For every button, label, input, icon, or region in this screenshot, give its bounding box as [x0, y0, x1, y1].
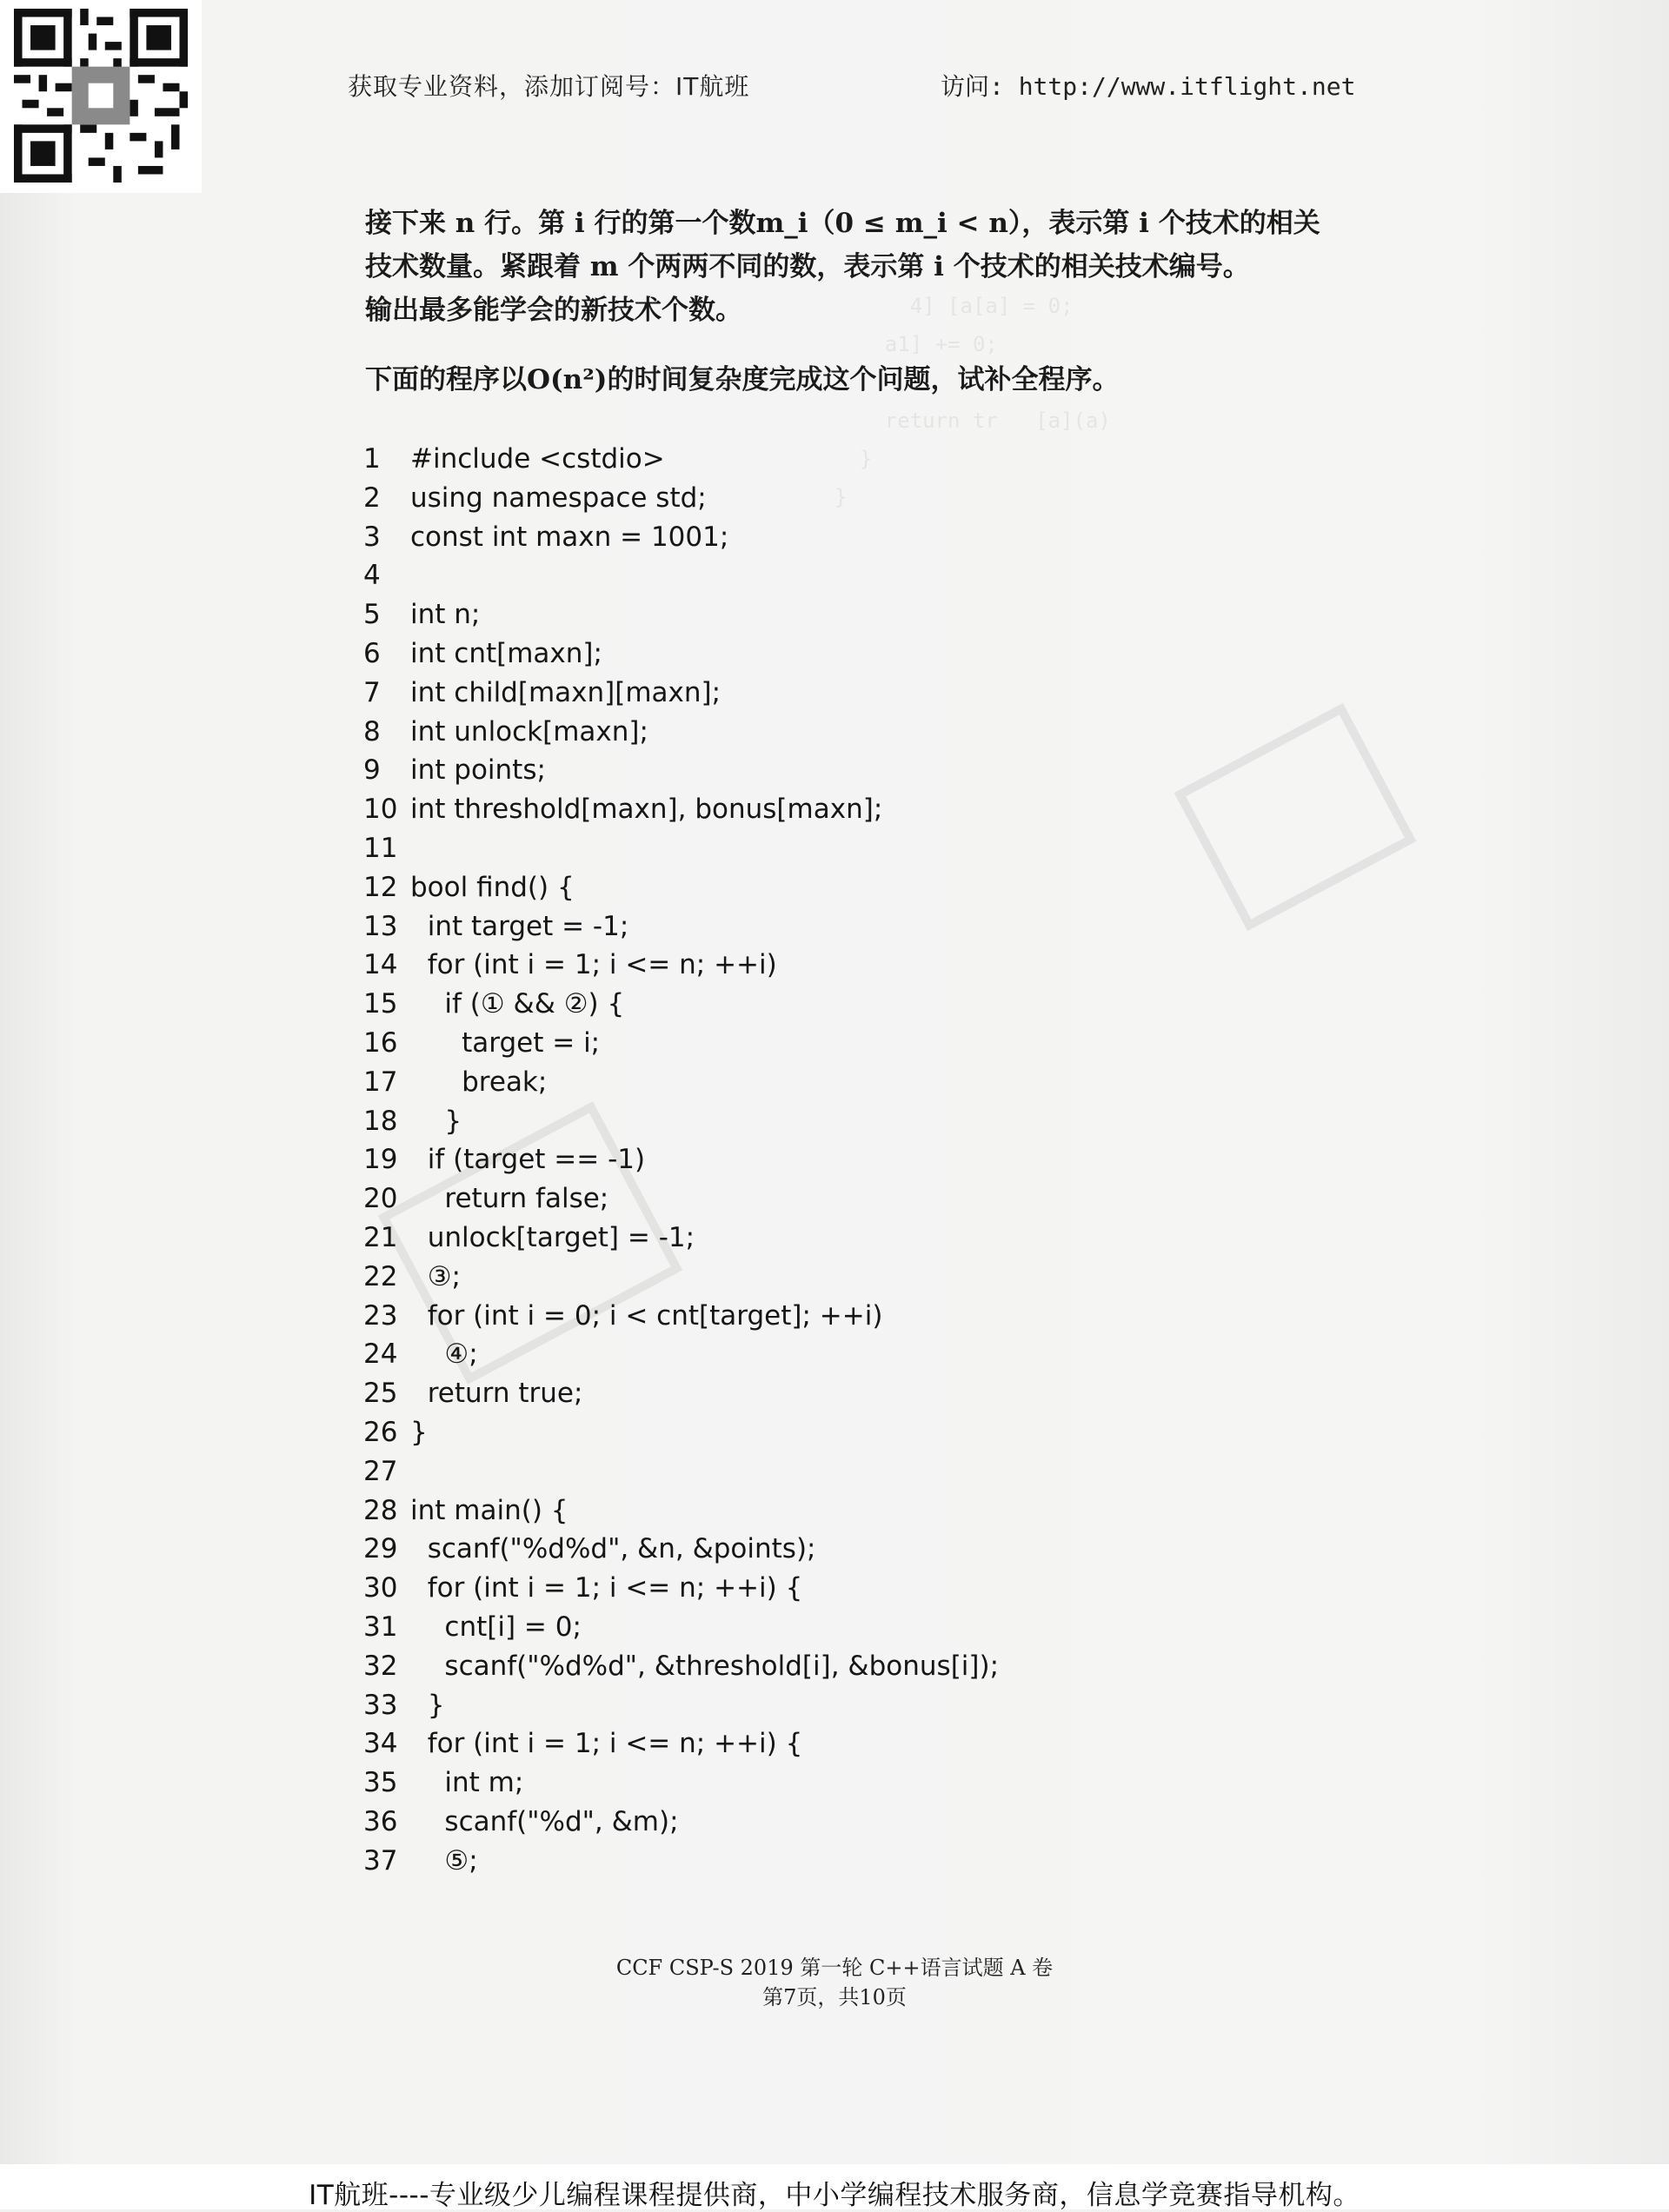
line-number: 12: [363, 871, 398, 903]
code-line: [363, 1024, 999, 1063]
line-number: 34: [363, 1728, 398, 1760]
code-line: [363, 868, 999, 907]
code-line: [363, 751, 999, 790]
line-number: 29: [363, 1533, 398, 1565]
code-text: }: [410, 1689, 445, 1721]
line-number: 30: [363, 1572, 398, 1604]
line-number: 9: [363, 754, 381, 787]
code-text: #include <cstdio>: [410, 443, 665, 475]
line-number: 11: [363, 832, 398, 864]
code-text: int unlock[maxn];: [410, 715, 648, 747]
code-text: target = i;: [410, 1026, 601, 1059]
code-text: }: [410, 1416, 428, 1448]
page-number-footer: 第7页，共10页: [762, 1985, 907, 2009]
code-text: unlock[target] = -1;: [410, 1221, 695, 1253]
line-number: 7: [363, 676, 381, 708]
code-line: [363, 1724, 999, 1764]
code-text: if (① && ②) {: [410, 988, 625, 1020]
code-text: return true;: [410, 1378, 583, 1410]
line-number: 4: [363, 560, 381, 592]
code-line: [363, 1491, 999, 1531]
code-line: [363, 1374, 999, 1413]
code-line: [363, 713, 999, 752]
code-line: [363, 595, 999, 634]
code-line: [363, 1569, 999, 1608]
code-line: [363, 1413, 999, 1452]
code-text: if (target == -1): [410, 1144, 646, 1176]
code-line: [363, 440, 999, 479]
code-text: const int maxn = 1001;: [410, 521, 729, 553]
code-line: [363, 985, 999, 1024]
code-line: [363, 1219, 999, 1258]
code-line: [363, 1842, 999, 1881]
line-number: 1: [363, 443, 381, 475]
code-line: [363, 1764, 999, 1803]
code-text: ④;: [410, 1338, 478, 1371]
code-listing: [363, 440, 999, 1880]
code-text: for (int i = 1; i <= n; ++i) {: [410, 1728, 803, 1760]
intro-line: 技术数量。紧跟着 m 个两两不同的数，表示第 i 个技术的相关技术编号。: [365, 251, 1250, 282]
problem-intro: [365, 202, 1408, 332]
line-number: 3: [363, 521, 381, 553]
code-line: [363, 1530, 999, 1569]
code-line: [363, 946, 999, 985]
line-number: 20: [363, 1183, 398, 1215]
qr-code: [0, 0, 202, 193]
code-line: [363, 556, 999, 595]
code-text: bool find() {: [410, 871, 575, 903]
exam-title-footer: CCF CSP-S 2019 第一轮 C++语言试题 A 卷: [615, 1956, 1054, 1980]
code-line: [363, 479, 999, 518]
code-text: }: [410, 1105, 462, 1137]
line-number: 16: [363, 1026, 398, 1059]
code-text: using namespace std;: [410, 482, 707, 514]
code-text: for (int i = 1; i <= n; ++i): [410, 949, 777, 981]
code-line: [363, 674, 999, 713]
code-line: [363, 1452, 999, 1491]
code-line: [363, 907, 999, 947]
code-line: [363, 790, 999, 829]
line-number: 31: [363, 1611, 398, 1643]
line-number: 27: [363, 1455, 398, 1487]
line-number: 22: [363, 1260, 398, 1292]
line-number: 35: [363, 1767, 398, 1799]
code-line: [363, 1803, 999, 1842]
code-text: scanf("%d%d", &n, &points);: [410, 1533, 816, 1565]
line-number: 32: [363, 1650, 398, 1682]
code-line: [363, 1140, 999, 1179]
code-line: [363, 1608, 999, 1647]
code-line: [363, 1647, 999, 1686]
code-line: [363, 1335, 999, 1374]
code-text: int cnt[maxn];: [410, 637, 602, 669]
line-number: 28: [363, 1494, 398, 1526]
header-website-text: 访问: http://www.itflight.net: [941, 72, 1356, 101]
code-text: int child[maxn][maxn];: [410, 676, 721, 708]
code-text: int n;: [410, 599, 481, 631]
code-text: for (int i = 0; i < cnt[target]; ++i): [410, 1299, 883, 1332]
line-number: 8: [363, 715, 381, 747]
code-text: int m;: [410, 1767, 524, 1799]
code-text: ③;: [410, 1260, 461, 1292]
bottom-banner-text: IT航班----专业级少儿编程课程提供商，中小学编程技术服务商，信息学竞赛指导机构。: [309, 2180, 1360, 2211]
qr-code-image: [10, 9, 191, 183]
line-number: 18: [363, 1105, 398, 1137]
line-number: 17: [363, 1066, 398, 1098]
code-text: int target = -1;: [410, 910, 629, 942]
code-text: ⑤;: [410, 1844, 478, 1877]
line-number: 2: [363, 482, 381, 514]
intro-line: 接下来 n 行。第 i 行的第一个数m_i（0 ≤ m_i < n），表示第 i 个技术的相关: [365, 208, 1320, 239]
code-text: int threshold[maxn], bonus[maxn];: [410, 794, 883, 826]
line-number: 10: [363, 794, 398, 826]
line-number: 5: [363, 599, 381, 631]
line-number: 14: [363, 949, 398, 981]
intro-line: 输出最多能学会的新技术个数。: [365, 295, 742, 326]
line-number: 23: [363, 1299, 398, 1332]
code-text: break;: [410, 1066, 548, 1098]
code-text: int main() {: [410, 1494, 569, 1526]
code-line: [363, 1102, 999, 1141]
code-text: scanf("%d", &m);: [410, 1805, 679, 1837]
code-line: [363, 1258, 999, 1297]
line-number: 24: [363, 1338, 398, 1371]
line-number: 26: [363, 1416, 398, 1448]
code-line: [363, 1179, 999, 1219]
code-text: int points;: [410, 754, 546, 787]
show-through-text: 4] [a[a] = 0; a1] += 0; return tr [a](a) } }: [834, 294, 1111, 509]
code-text: return false;: [410, 1183, 609, 1215]
code-text: scanf("%d%d", &threshold[i], &bonus[i]);: [410, 1650, 1000, 1682]
code-line: [363, 1686, 999, 1725]
code-line: [363, 518, 999, 557]
line-number: 33: [363, 1689, 398, 1721]
line-number: 37: [363, 1844, 398, 1877]
code-line: [363, 634, 999, 674]
line-number: 21: [363, 1221, 398, 1253]
code-text: for (int i = 1; i <= n; ++i) {: [410, 1572, 803, 1604]
line-number: 13: [363, 910, 398, 942]
line-number: 6: [363, 637, 381, 669]
task-statement: 下面的程序以O(n²)的时间复杂度完成这个问题，试补全程序。: [365, 364, 1120, 395]
line-number: 36: [363, 1805, 398, 1837]
code-line: [363, 1297, 999, 1336]
line-number: 19: [363, 1144, 398, 1176]
code-text: cnt[i] = 0;: [410, 1611, 582, 1643]
header-subscription-text: 获取专业资料，添加订阅号：IT航班: [348, 72, 750, 101]
line-number: 25: [363, 1378, 398, 1410]
code-line: [363, 829, 999, 868]
code-line: [363, 1063, 999, 1102]
line-number: 15: [363, 988, 398, 1020]
